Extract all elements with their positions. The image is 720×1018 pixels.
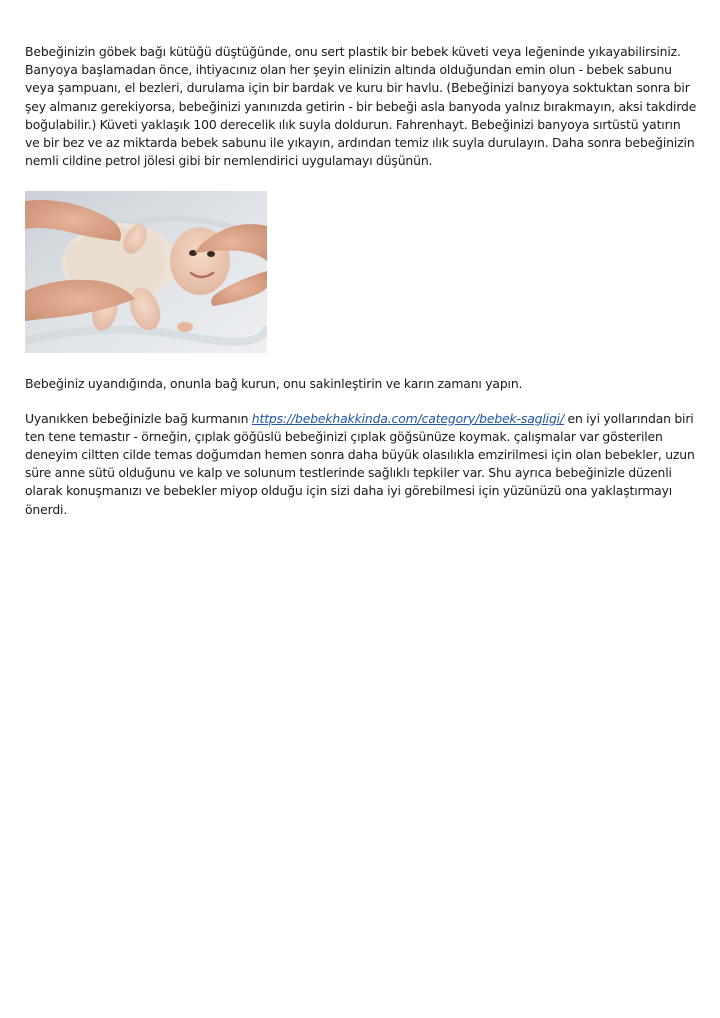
baby-massage-photo — [25, 191, 267, 353]
paragraph-3-intro: Uyanıkken bebeğinizle bağ kurmanın — [25, 410, 252, 426]
paragraph-bonding: Bebeğiniz uyandığında, onunla bağ kurun, onu sakinleştirin ve karın zamanı yapın. — [25, 376, 523, 392]
paragraph-3-rest: en iyi yollarından biri ten tene temastır - örneğin, çıplak göğüslü bebeğinizi çıplak göğsünüze koymak. çalışmalar var gösterilen deneyim ciltten cilde temas doğumdan hemen sonra daha büyük olasılıkla emzirilmesi için olan bebekler, uzun süre anne sütü olduğunu ve kalp ve solunum testlerinde sağlıklı tepkiler var. Shu ayrıca bebeğinizle düzenli olarak konuşmanızı ve bebekler miyop olduğu için sizi daha iyi görebilmesi için yüzünüzü ona yaklaştırmayı önerdi. — [25, 410, 695, 517]
article-link[interactable]: https://bebekhakkinda.com/category/bebek-sagligi/ — [251, 410, 564, 426]
paragraph-bathing: Bebeğinizin göbek bağı kütüğü düştüğünde, onu sert plastik bir bebek küveti veya leğeninde yıkayabilirsiniz. Banyoya başlamadan önce, ihtiyacınız olan her şeyin elinizin altında olduğundan emin olun - bebek sabunu veya şampuanı, el bezleri, durulama için bir bardak ve kuru bir havlu. (Bebeğinizi banyoya soktuktan sonra bir şey almanız gerekiyorsa, bebeğinizi yanınızda getirin - bir bebeği asla banyoda yalnız bırakmayın, aksi takdirde boğulabilir.) Küveti yaklaşık 100 derecelik ılık suyla doldurun. Fahrenhayt. Bebeğinizi banyoya sırtüstü yatırın ve bir bez ve az miktarda bebek sabunu ile yıkayın, ardından temiz ılık suyla durulayın. Daha sonra bebeğinizin nemli cildine petrol jölesi gibi bir nemlendirici uygulamayı düşünün. — [25, 44, 697, 169]
article-body — [25, 43, 697, 519]
paragraph-skin-contact — [25, 410, 697, 519]
